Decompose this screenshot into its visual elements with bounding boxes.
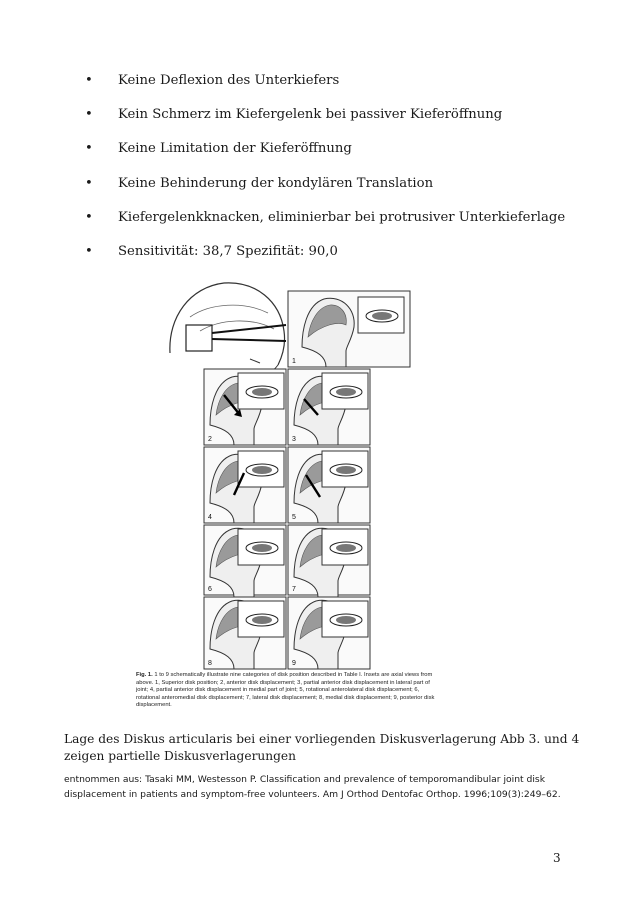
- source-citation: entnommen aus: Tasaki MM, Westesson P. Classification and prevalence of temporomandibular joint disk displacement in patients and symptom-free volunteers. Am J Orthod Dentofac Orthop. 1996;109(3):249–62.: [64, 774, 561, 800]
- svg-text:9: 9: [292, 660, 296, 667]
- head-outline: [170, 283, 285, 365]
- disk-position-figure: [160, 273, 440, 717]
- page-number: 3: [553, 851, 561, 865]
- panel-3: [288, 369, 370, 445]
- svg-text:3: 3: [292, 436, 296, 443]
- criteria-list: [85, 72, 616, 277]
- list-item: • Keine Deflexion des Unterkiefers: [85, 73, 340, 88]
- figure-caption: Fig. 1. 1 to 9 schematically illustrate nine categories of disk position described in Table I. Insets are axial views from above. 1, Superior disk position; 2, anterior disk displacement; 3, partial anterior disk displacement in lateral part of joint; 4, partial anterior disk displacement in medial part of joint; 5, rotational anterolateral disk displacement; 6, rotational anteromedial disk displacement; 7, lateral disk displacement; 8, medial disk displacement; 9, posterior disk displacement.: [136, 672, 435, 709]
- list-item: • Keine Behinderung der kondylären Translation: [85, 175, 434, 191]
- bullet-icon: •: [85, 73, 93, 88]
- list-item: • Kein Schmerz im Kiefergelenk bei passiver Kieferöffnung: [85, 107, 503, 123]
- bullet-icon: •: [85, 141, 93, 157]
- panel-7: [288, 525, 370, 597]
- svg-text:7: 7: [292, 586, 296, 593]
- svg-text:8: 8: [208, 660, 212, 667]
- panel-9: [288, 597, 370, 669]
- svg-text:1: 1: [292, 358, 296, 365]
- panel-2: [204, 369, 286, 445]
- svg-text:2: 2: [208, 436, 212, 443]
- panel-6: [204, 525, 286, 597]
- panel-4: [204, 447, 286, 523]
- bullet-icon: •: [85, 209, 93, 225]
- joint-region-box: [186, 325, 212, 351]
- svg-text:4: 4: [208, 514, 212, 521]
- panel-1: [288, 291, 410, 367]
- list-item: • Kiefergelenkknacken, eliminierbar bei protrusiver Unterkieferlage: [85, 209, 566, 225]
- bullet-icon: •: [85, 175, 93, 191]
- bullet-icon: •: [85, 243, 93, 259]
- svg-text:5: 5: [292, 514, 296, 521]
- bullet-icon: •: [85, 107, 93, 123]
- panel-5: [288, 447, 370, 523]
- svg-text:6: 6: [208, 586, 212, 593]
- list-item: • Keine Limitation der Kieferöffnung: [85, 141, 352, 157]
- image-caption: Lage des Diskus articularis bei einer vorliegenden Diskusverlagerung Abb 3. und 4 zeigen partielle Diskusverlagerungen: [64, 732, 580, 763]
- panel-8: [204, 597, 286, 669]
- list-item: • Sensitivität: 38,7 Spezifität: 90,0: [85, 243, 338, 259]
